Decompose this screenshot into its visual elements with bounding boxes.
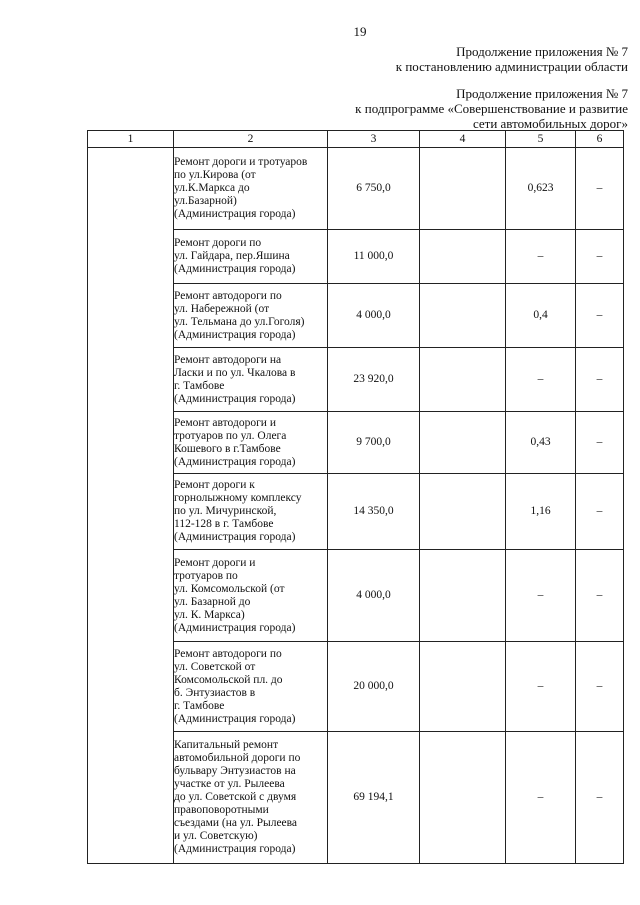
work-description-cell [174, 284, 328, 348]
work-description-cell [174, 642, 328, 732]
description-line: г. Тамбове [174, 379, 225, 392]
column-6-cell: – [576, 732, 624, 864]
description-line: ул. Набережной (от [174, 302, 270, 315]
cost-cell: 23 920,0 [328, 348, 420, 412]
description-line: Капитальный ремонт [174, 739, 279, 751]
column-6-cell: – [576, 550, 624, 642]
description-line: ул.К.Маркса до [174, 182, 250, 194]
description-line: ул. Гайдара, пер.Яшина [174, 250, 290, 262]
column-4-cell [420, 412, 506, 474]
description-line: (Администрация города) [174, 328, 296, 341]
subprogram-header-line: сети автомобильных дорог» [472, 116, 628, 131]
work-description-cell [174, 230, 328, 284]
column-6-cell: – [576, 348, 624, 412]
description-line: съездами (на ул. Рылеева [174, 817, 298, 829]
length-km-cell: – [506, 348, 576, 412]
description-line: (Администрация города) [174, 263, 296, 275]
column-4-cell [420, 230, 506, 284]
length-km-cell: – [506, 642, 576, 732]
description-line: тротуаров по [174, 569, 238, 582]
description-line: Ремонт автодороги на [174, 353, 282, 366]
column-header: 4 [420, 131, 506, 148]
work-description-cell [174, 148, 328, 230]
cost-cell: 6 750,0 [328, 148, 420, 230]
subprogram-header-line: Продолжение приложения № 7 [456, 86, 628, 101]
table-body [88, 148, 624, 864]
description-line: ул. Советской от [174, 660, 256, 673]
description-line: по ул.Кирова (от [174, 169, 256, 181]
section-cell [88, 148, 174, 864]
description-line: Ремонт автодороги по [174, 289, 282, 302]
subprogram-header-line: к подпрограмме «Совершенствование и развитие [355, 101, 628, 116]
description-line: (Администрация города) [174, 455, 296, 468]
description-line: г. Тамбове [174, 699, 225, 712]
description-line: (Администрация города) [174, 208, 296, 220]
column-6-cell: – [576, 474, 624, 550]
description-line: (Администрация города) [174, 531, 296, 543]
description-line: Ремонт дороги к [174, 479, 255, 491]
column-4-cell [420, 732, 506, 864]
description-line: и ул. Советскую) [174, 830, 258, 842]
column-header: 3 [328, 131, 420, 148]
description-line: ул.Базарной) [174, 195, 237, 207]
length-km-cell: 0,623 [506, 148, 576, 230]
description-line: по ул. Мичуринской, [174, 505, 277, 517]
description-line: (Администрация города) [174, 843, 296, 855]
cost-cell: 9 700,0 [328, 412, 420, 474]
work-description-cell [174, 550, 328, 642]
column-4-cell [420, 148, 506, 230]
cost-cell: 14 350,0 [328, 474, 420, 550]
length-km-cell: 1,16 [506, 474, 576, 550]
description-line: ул. Тельмана до ул.Гоголя) [174, 315, 305, 328]
column-header: 6 [576, 131, 624, 148]
cost-cell: 4 000,0 [328, 284, 420, 348]
column-number-row [88, 131, 624, 148]
description-line: Комсомольской пл. до [174, 673, 283, 686]
column-6-cell: – [576, 148, 624, 230]
table-row [88, 148, 624, 230]
column-header: 2 [174, 131, 328, 148]
column-4-cell [420, 550, 506, 642]
length-km-cell: – [506, 732, 576, 864]
column-4-cell [420, 348, 506, 412]
work-description-cell [174, 474, 328, 550]
description-line: 112-128 в г. Тамбове [174, 518, 274, 530]
subprogram-header [355, 86, 628, 131]
description-line: Ремонт дороги и тротуаров [174, 156, 308, 168]
description-line: ул. Комсомольской (от [174, 582, 285, 595]
description-line: Ремонт дороги по [174, 237, 262, 249]
description-line: до ул. Советской с двумя [174, 791, 297, 803]
description-line: правоповоротными [174, 804, 269, 816]
description-line: бульвару Энтузиастов на [174, 765, 296, 777]
description-line: автомобильной дороги по [174, 752, 301, 764]
column-header: 1 [88, 131, 174, 148]
description-line: б. Энтузиастов в [174, 686, 256, 699]
column-6-cell: – [576, 284, 624, 348]
description-line: участке от ул. Рылеева [174, 778, 285, 790]
column-6-cell: – [576, 230, 624, 284]
work-description-cell [174, 412, 328, 474]
description-line: ул. Базарной до [174, 595, 251, 608]
cost-cell: 20 000,0 [328, 642, 420, 732]
cost-cell: 4 000,0 [328, 550, 420, 642]
description-line: Кошевого в г.Тамбове [174, 442, 281, 455]
column-4-cell [420, 642, 506, 732]
description-line: (Администрация города) [174, 392, 296, 405]
length-km-cell: – [506, 550, 576, 642]
cost-cell: 69 194,1 [328, 732, 420, 864]
work-description-cell [174, 348, 328, 412]
description-line: горнолыжному комплексу [174, 492, 302, 504]
description-line: (Администрация города) [174, 621, 296, 634]
description-line: тротуаров по ул. Олега [174, 429, 287, 442]
column-4-cell [420, 284, 506, 348]
length-km-cell: 0,43 [506, 412, 576, 474]
appendix-header-line: к постановлению администрации области [395, 59, 628, 74]
description-line: Ремонт автодороги и [174, 416, 276, 429]
column-4-cell [420, 474, 506, 550]
description-line: Ласки и по ул. Чкалова в [174, 366, 296, 379]
work-description-cell [174, 732, 328, 864]
column-6-cell: – [576, 642, 624, 732]
length-km-cell: 0,4 [506, 284, 576, 348]
description-line: Ремонт дороги и [174, 556, 256, 569]
road-repair-table [87, 130, 624, 864]
description-line: Ремонт автодороги по [174, 647, 282, 660]
column-6-cell: – [576, 412, 624, 474]
column-header: 5 [506, 131, 576, 148]
description-line: ул. К. Маркса) [174, 608, 245, 621]
appendix-header [396, 44, 628, 74]
cost-cell: 11 000,0 [328, 230, 420, 284]
description-line: (Администрация города) [174, 712, 296, 725]
length-km-cell: – [506, 230, 576, 284]
appendix-header-line: Продолжение приложения № 7 [456, 44, 628, 59]
page-number: 19 [353, 24, 367, 39]
